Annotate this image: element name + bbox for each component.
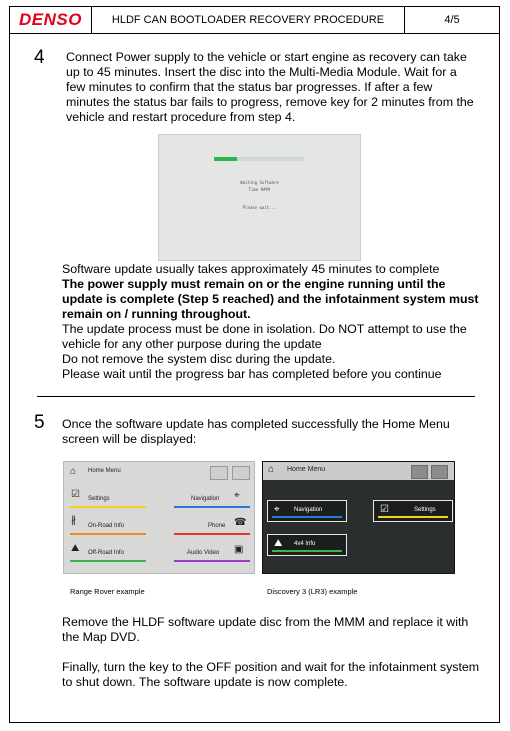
note-duration: Software update usually takes approximately 45 minutes to complete [62, 262, 440, 276]
rr-phone-line [174, 533, 250, 535]
header [10, 7, 499, 34]
rr-top-button-2 [232, 466, 250, 480]
step-5-instruction: Once the software update has completed successfully the Home Menu screen will be displayed: [62, 417, 450, 446]
progress-bar [214, 157, 304, 161]
discovery-3-home-menu-image [262, 461, 455, 574]
page-number: 4/5 [444, 14, 460, 26]
rr-offroad-line [70, 560, 146, 562]
rr-audio-video: Audio Video [187, 550, 220, 556]
section-divider [37, 396, 475, 397]
range-rover-home-menu-image [63, 461, 255, 574]
document-title: HLDF CAN BOOTLOADER RECOVERY PROCEDURE [92, 7, 405, 33]
rr-settings: Settings [88, 496, 110, 502]
progress-bar-fill [214, 157, 237, 161]
rr-phone: Phone [208, 523, 226, 529]
satellite-icon: ⌖ [274, 504, 280, 515]
d3-navigation-line [272, 516, 342, 518]
loading-screen-image [158, 134, 361, 261]
note-power-warning: The power supply must remain on or the engine running until the update is complete (Step 5 reached) and the infotainment system must remain on / running throughout. [62, 277, 479, 321]
discovery-3-caption: Discovery 3 (LR3) example [267, 587, 358, 596]
home-icon: ⌂ [268, 464, 275, 475]
rr-offroad-info: Off-Road Info [88, 550, 124, 556]
d3-settings-tile [373, 500, 453, 522]
phone-icon: ☎ [234, 517, 247, 528]
range-rover-caption: Range Rover example [70, 587, 145, 596]
step-4-instruction: Connect Power supply to the vehicle or start engine as recovery can take up to 45 minutes. Insert the disc into the Multi-Media Module. Wait for a few minutes to confirm that the status bar progresses. If after a few minutes the status bar fails to progress, remove key for 2 minutes from the vehicle and restart procedure from step 4. [66, 50, 474, 124]
note-isolation: The update process must be done in isolation. Do NOT attempt to use the vehicle for any other purpose during the update [62, 322, 467, 351]
d3-4x4-line [272, 550, 342, 552]
checkbox-icon: ☑ [71, 489, 80, 500]
rr-settings-line [70, 506, 146, 508]
loading-line-3: Please wait... [242, 205, 277, 210]
d3-4x4-info-tile [267, 534, 347, 556]
note-disc: Do not remove the system disc during the update. [62, 352, 336, 366]
rr-navigation-line [174, 506, 250, 508]
d3-top-button-1 [411, 465, 428, 479]
mountain-icon: ⛰ [274, 538, 283, 549]
d3-top-button-2 [431, 465, 448, 479]
road-icon: ∦ [71, 515, 76, 526]
mountain-icon: ⛰ [71, 543, 80, 554]
step-4-number: 4 [34, 47, 45, 68]
rr-top-button-1 [210, 466, 228, 480]
rr-navigation: Navigation [191, 496, 220, 502]
audio-icon: ▣ [234, 544, 244, 555]
d3-settings: Settings [414, 507, 436, 513]
d3-navigation: Navigation [294, 507, 323, 513]
d3-settings-line [378, 516, 448, 518]
d3-navigation-tile [267, 500, 347, 522]
loading-line-1: Waiting Software [240, 180, 279, 185]
rr-home-menu-label: Home Menu [88, 468, 121, 474]
rr-audio-line [174, 560, 250, 562]
d3-home-menu-label: Home Menu [287, 466, 326, 473]
rr-onroad-info: On-Road Info [88, 523, 125, 529]
home-icon: ⌂ [70, 466, 77, 477]
checkbox-icon: ☑ [380, 504, 389, 515]
step-5-number: 5 [34, 412, 45, 433]
satellite-icon: ⌖ [234, 490, 240, 501]
loading-line-2: Time #### [248, 187, 271, 192]
remove-disc-instruction: Remove the HLDF software update disc from the MMM and replace it with the Map DVD. [62, 615, 469, 644]
rr-onroad-line [70, 533, 146, 535]
note-wait: Please wait until the progress bar has completed before you continue [62, 367, 442, 381]
d3-4x4-info: 4x4 Info [294, 541, 316, 547]
document-page [9, 6, 500, 723]
final-instruction: Finally, turn the key to the OFF position and wait for the infotainment system to shut down. The software update is now complete. [62, 660, 480, 689]
denso-logo: DENSO [10, 7, 92, 33]
